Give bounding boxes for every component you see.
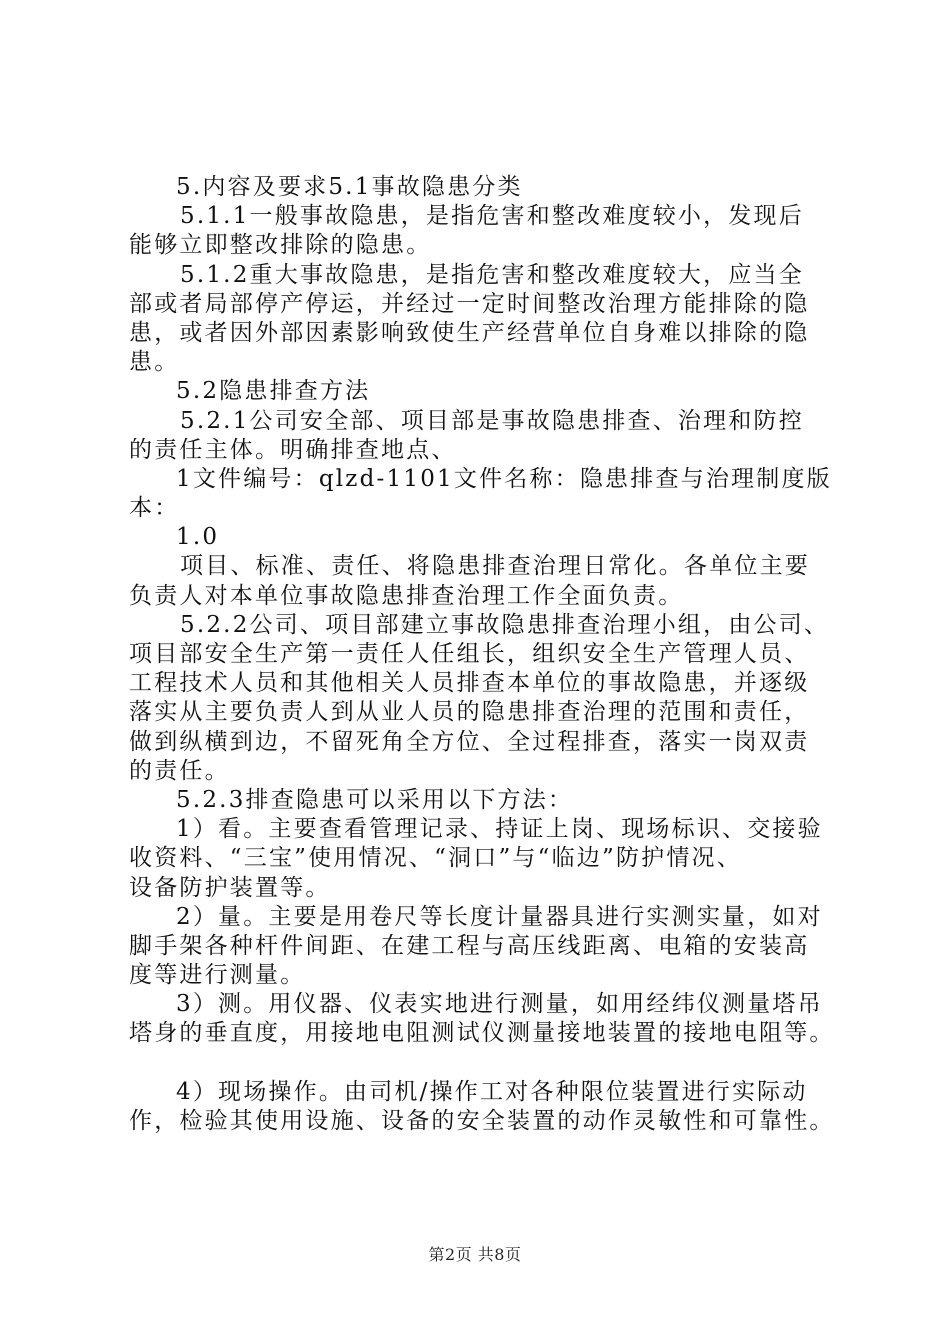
text-line: 5.2.2公司、项目部建立事故隐患排查治理小组，由公司、	[180, 611, 830, 638]
text-line: 收资料、“三宝”使用情况、“洞口”与“临边”防护情况、	[129, 845, 742, 872]
document-body	[129, 173, 834, 1136]
text-line: 1）看。主要查看管理记录、持证上岗、现场标识、交接验	[176, 816, 823, 843]
text-line: 患。	[129, 349, 180, 376]
text-line: 负责人对本单位事故隐患排查治理工作全面负责。	[129, 582, 684, 609]
text-line: 5.1.2重大事故隐患，是指危害和整改难度较大，应当全	[180, 261, 804, 288]
text-line: 落实从主要负责人到从业人员的隐患排查治理的范围和责任，	[129, 699, 810, 726]
text-line: 4）现场操作。由司机/操作工对各种限位装置进行实际动	[176, 1078, 808, 1105]
blank-line	[129, 1049, 834, 1078]
text-line: 患，或者因外部因素影响致使生产经营单位自身难以排除的隐	[129, 319, 810, 346]
text-line: 5.2隐患排查方法	[176, 378, 371, 405]
text-line: 1.0	[176, 524, 220, 551]
text-line: 的责任主体。明确排查地点、	[129, 436, 457, 463]
text-line: 项目、标准、责任、将隐患排查治理日常化。各单位主要	[180, 553, 810, 580]
text-line: 部或者局部停产停运，并经过一定时间整改治理方能排除的隐	[129, 290, 810, 317]
text-line: 3）测。用仪器、仪表实地进行测量，如用经纬仪测量塔吊	[176, 991, 823, 1018]
text-line: 设备防护装置等。	[129, 874, 331, 901]
text-line: 做到纵横到边，不留死角全方位、全过程排查，落实一岗双责	[129, 728, 810, 755]
text-line: 5.2.3排查隐患可以采用以下方法：	[176, 786, 574, 813]
text-line: 度等进行测量。	[129, 962, 306, 989]
text-line: 作，检验其使用设施、设备的安全装置的动作灵敏性和可靠性。	[129, 1108, 835, 1134]
text-line: 塔身的垂直度，用接地电阻测试仪测量接地装置的接地电阻等。	[129, 1020, 835, 1047]
text-line: 能够立即整改排除的隐患。	[129, 232, 432, 259]
page-footer: 第2页 共8页	[428, 1245, 522, 1264]
text-line: 2）量。主要是用卷尺等长度计量器具进行实测实量，如对	[176, 903, 823, 930]
text-line: 1文件编号：qlzd-1101文件名称：隐患排查与治理制度版	[176, 465, 832, 492]
text-line: 5.内容及要求5.1事故隐患分类	[176, 174, 523, 200]
text-line: 5.2.1公司安全部、项目部是事故隐患排查、治理和防控	[180, 407, 804, 434]
text-line: 本：	[129, 495, 180, 522]
text-line: 5.1.1一般事故隐患，是指危害和整改难度较小，发现后	[180, 203, 804, 230]
text-line: 项目部安全生产第一责任人任组长，组织安全生产管理人员、	[129, 641, 810, 667]
text-line: 脚手架各种杆件间距、在建工程与高压线距离、电箱的安装高	[129, 932, 810, 959]
text-line: 工程技术人员和其他相关人员排查本单位的事故隐患，并逐级	[129, 670, 810, 697]
text-line: 的责任。	[129, 757, 230, 784]
